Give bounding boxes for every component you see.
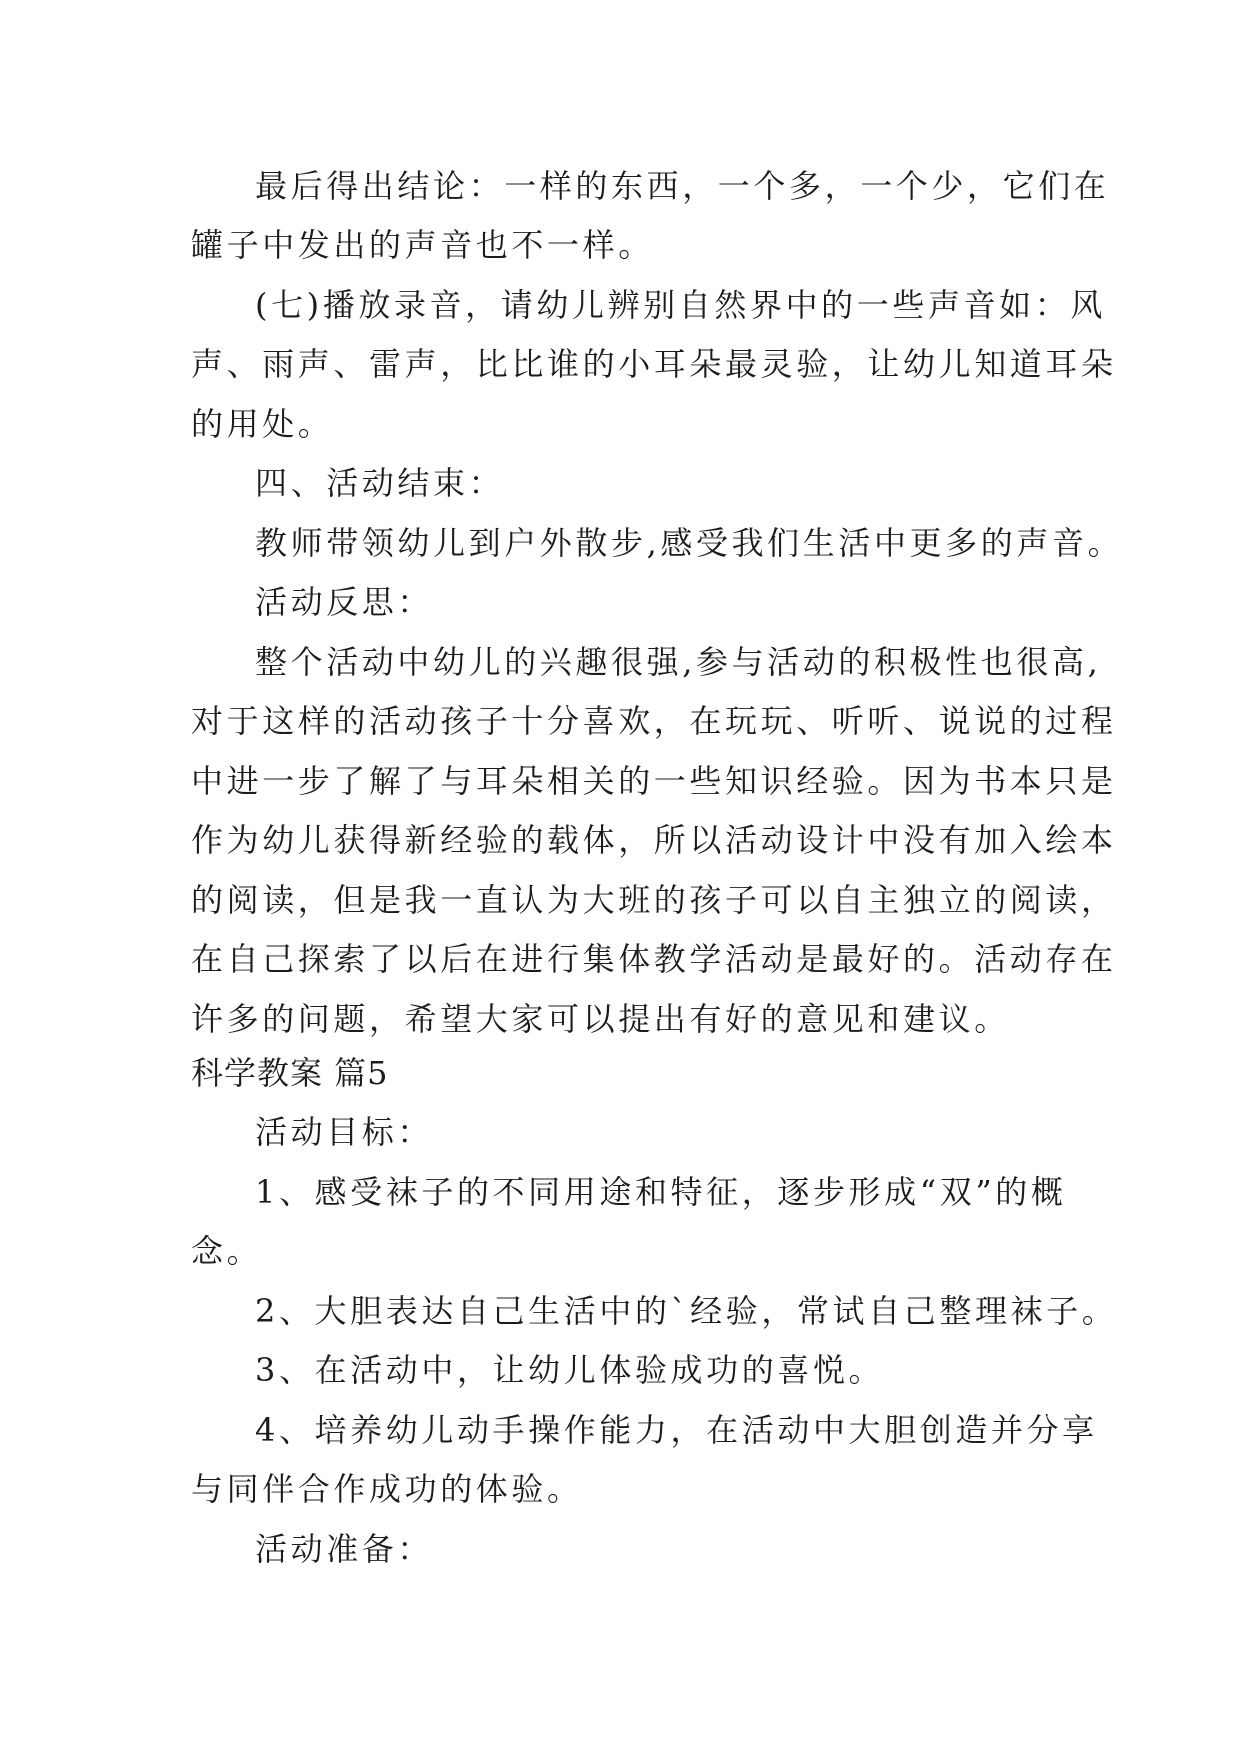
text-line: 中进一步了解了与耳朵相关的一些知识经验。因为书本只是	[191, 762, 1117, 800]
text-line: 4、培养幼儿动手操作能力，在活动中大胆创造并分享	[255, 1411, 1098, 1449]
text-line: 最后得出结论：一样的东西，一个多，一个少，它们在	[255, 167, 1110, 205]
text-line: 在自己探索了以后在进行集体教学活动是最好的。活动存在	[191, 940, 1117, 978]
section-heading: 四、活动结束：	[255, 464, 505, 502]
section-heading: 活动准备：	[255, 1530, 434, 1568]
text-line: 许多的问题，希望大家可以提出有好的意见和建议。	[191, 1000, 1010, 1038]
text-line: 3、在活动中，让幼儿体验成功的喜悦。	[255, 1351, 885, 1389]
text-line: 念。	[191, 1232, 263, 1270]
text-line: 对于这样的活动孩子十分喜欢，在玩玩、听听、说说的过程	[191, 702, 1117, 740]
text-line: 声、雨声、雷声，比比谁的小耳朵最灵验，让幼儿知道耳朵	[191, 345, 1117, 383]
text-line: 罐子中发出的声音也不一样。	[191, 226, 654, 264]
text-line: (七)播放录音，请幼儿辨别自然界中的一些声音如：风	[255, 286, 1106, 324]
text-line: 整个活动中幼儿的兴趣很强,参与活动的积极性也很高,	[255, 643, 1102, 681]
text-line: 作为幼儿获得新经验的载体，所以活动设计中没有加入绘本	[191, 821, 1117, 859]
text-line: 教师带领幼儿到户外散步,感受我们生活中更多的声音。	[255, 524, 1124, 562]
article-title: 科学教案 篇5	[191, 1054, 389, 1092]
text-line: 的阅读，但是我一直认为大班的孩子可以自主独立的阅读，	[191, 881, 1117, 919]
text-line: 1、感受袜子的不同用途和特征，逐步形成“双”的概	[255, 1173, 1067, 1211]
text-line: 与同伴合作成功的体验。	[191, 1470, 583, 1508]
section-heading: 活动目标：	[255, 1113, 434, 1151]
section-heading: 活动反思：	[255, 583, 434, 621]
text-line: 2、大胆表达自己生活中的`经验，常试自己整理袜子。	[255, 1292, 1118, 1330]
text-line: 的用处。	[191, 405, 334, 443]
